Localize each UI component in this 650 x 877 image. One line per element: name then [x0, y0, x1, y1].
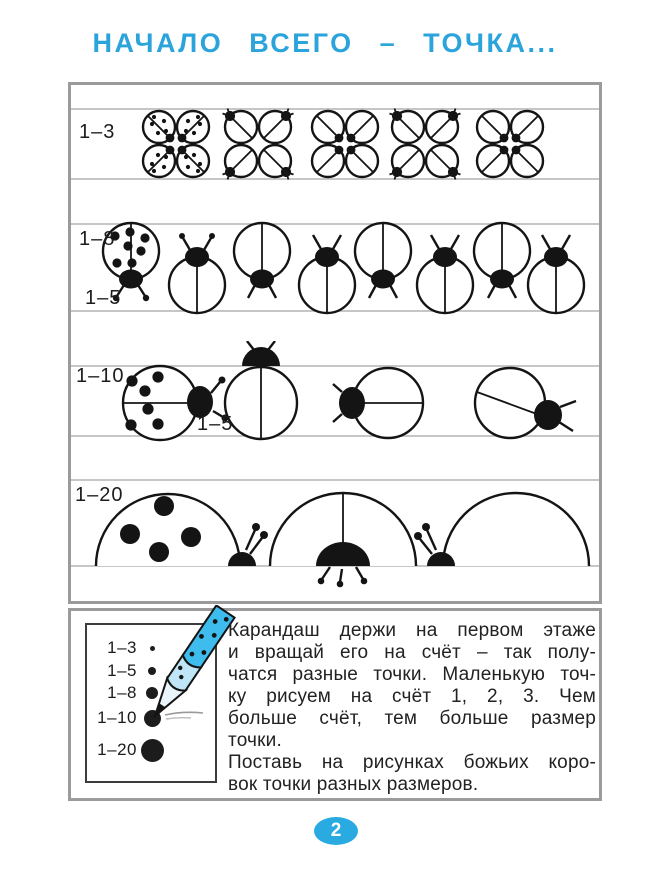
instruction-line: и вращай его на счёт – так полу- — [228, 642, 596, 663]
legend-item — [87, 738, 215, 762]
ladybug-row-drawing-2 — [71, 211, 599, 341]
practice-row-4 — [71, 466, 599, 601]
count-label: 1–3 — [79, 121, 116, 143]
legend-label: 1–3 — [107, 638, 137, 657]
ladybug-cluster — [477, 111, 543, 177]
ladybug-row-drawing-1 — [71, 85, 599, 211]
ladybug — [299, 235, 355, 313]
practice-box — [68, 82, 602, 604]
legend-label: 1–20 — [97, 740, 137, 759]
ladybug — [169, 233, 225, 313]
legend-label: 1–10 — [97, 708, 137, 727]
ladybug — [475, 368, 576, 438]
size-dot — [141, 739, 164, 762]
ladybug — [355, 223, 411, 298]
dome-ladybug — [414, 493, 589, 566]
instruction-line: вок точки разных размеров. — [228, 774, 479, 795]
count-label: 1–20 — [75, 484, 124, 506]
instruction-line: ку рисуем на счёт 1, 2, 3. Чем — [228, 686, 596, 707]
practice-row-3 — [71, 341, 599, 466]
ladybug — [333, 368, 423, 438]
ladybug — [234, 223, 290, 298]
practice-row-2 — [71, 211, 599, 341]
count-label: 1–5 — [197, 413, 234, 435]
count-label: 1–8 — [79, 228, 116, 250]
ladybug-cluster-spotted — [143, 111, 209, 177]
ladybug-row-drawing-3 — [71, 341, 599, 466]
ladybug-cluster — [390, 109, 461, 180]
page-title: НАЧАЛО ВСЕГО – ТОЧКА... — [92, 28, 558, 58]
instruction-box — [68, 608, 602, 801]
page-number: 2 — [330, 820, 342, 841]
count-label: 1–10 — [76, 365, 125, 387]
ladybug — [417, 235, 473, 313]
ladybug-cluster — [312, 111, 378, 177]
ladybug — [474, 223, 530, 298]
ladybug — [528, 235, 584, 313]
ladybug — [225, 341, 297, 439]
practice-row-1 — [71, 85, 599, 211]
instruction-text — [228, 620, 596, 796]
instruction-line: Карандаш держи на первом этаже — [228, 620, 596, 641]
count-label: 1–5 — [85, 287, 122, 309]
instruction-line: Поставь на рисунках божьих коро- — [228, 752, 596, 773]
instruction-line: больше счёт, тем больше размер — [228, 708, 596, 729]
legend-label: 1–5 — [107, 661, 137, 680]
ladybug-cluster — [223, 109, 294, 180]
instruction-line: точки. — [228, 730, 282, 751]
instruction-line: чатся разные точки. Маленькую точ- — [228, 664, 596, 685]
dome-ladybug — [270, 493, 416, 587]
legend-label: 1–8 — [107, 683, 137, 702]
ladybug-row-drawing-4 — [71, 466, 599, 601]
page-number-badge — [314, 817, 358, 845]
